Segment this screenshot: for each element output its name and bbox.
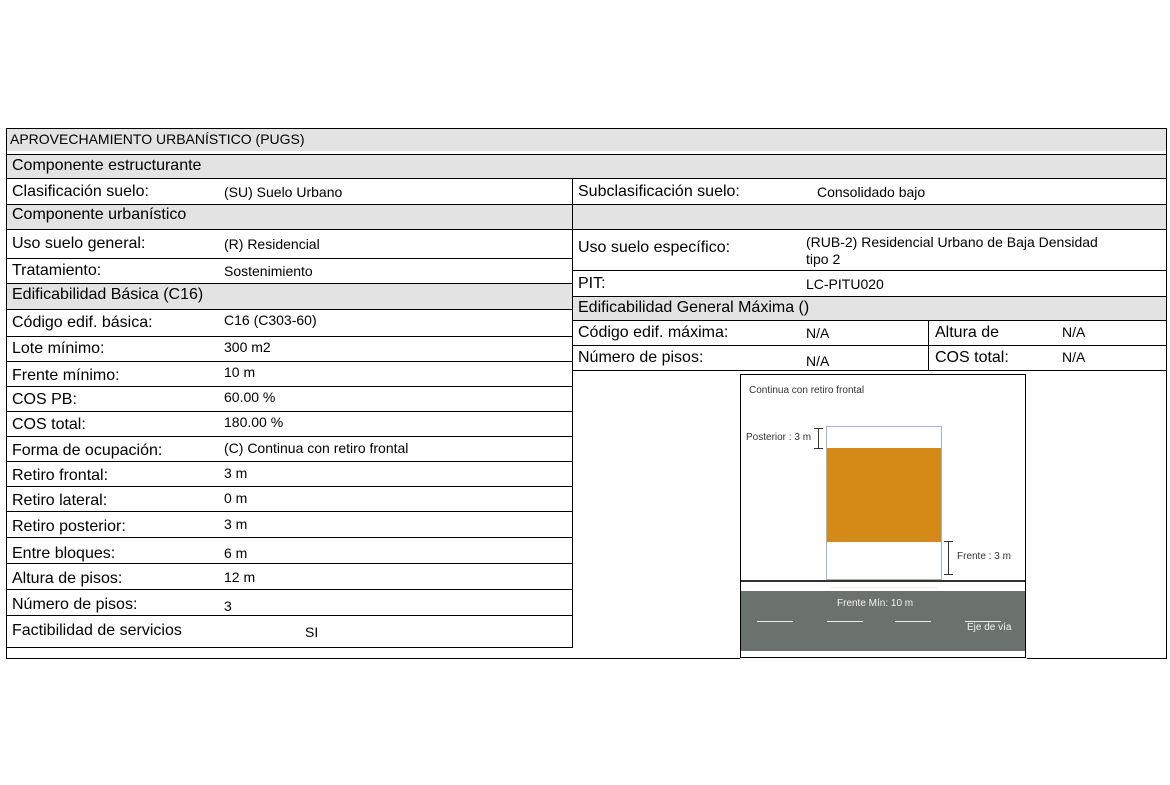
row-line — [6, 563, 572, 564]
row-line — [6, 204, 1167, 205]
row-line — [572, 345, 1167, 346]
row-line — [572, 370, 1167, 371]
lot-front-line — [741, 580, 1025, 582]
basica-row-label: COS total: — [12, 416, 86, 433]
frente-dimension-cap-icon — [944, 541, 953, 542]
cell-divider — [928, 320, 929, 370]
basica-row-label: COS PB: — [12, 391, 77, 408]
altura-value: N/A — [1062, 324, 1086, 340]
basica-row-value: C16 (C303-60) — [224, 312, 317, 328]
maxima-heading: Edificabilidad General Máxima () — [578, 299, 810, 316]
estructurante-heading: Componente estructurante — [12, 157, 202, 174]
road-dash-icon — [895, 621, 931, 622]
road-dash-icon — [757, 621, 793, 622]
clasificacion-label: Clasificación suelo: — [12, 183, 149, 200]
row-line — [572, 270, 1167, 271]
row-line — [6, 486, 572, 487]
road — [741, 591, 1025, 651]
basica-row-label: Retiro frontal: — [12, 467, 109, 484]
row-line — [6, 589, 572, 590]
basica-row-label: Retiro posterior: — [12, 518, 126, 535]
basica-row-value: 6 m — [224, 545, 248, 561]
posterior-dimension-cap-icon — [814, 448, 823, 449]
row-line — [6, 283, 572, 284]
basica-row-label: Entre bloques: — [12, 545, 116, 562]
pit-label: PIT: — [578, 275, 606, 292]
diagram-title: Continua con retiro frontal — [749, 385, 865, 396]
row-line — [6, 615, 572, 616]
basica-row-value: 60.00 % — [224, 389, 276, 405]
basica-row-label: Retiro lateral: — [12, 492, 108, 509]
basica-row-label: Código edif. básica: — [12, 314, 153, 331]
basica-row-value: 10 m — [224, 364, 256, 380]
cos-total-maxima-label: COS total: — [935, 349, 1009, 366]
row-line — [6, 229, 1167, 230]
uso-especifico-value-cont: tipo 2 — [806, 251, 841, 267]
eje-de-via-label: Eje de vía — [967, 622, 1012, 633]
row-line — [6, 336, 572, 337]
tratamiento-label: Tratamiento: — [12, 262, 102, 279]
row-line — [6, 537, 572, 538]
basica-row-value: 3 — [224, 598, 232, 614]
row-line — [6, 154, 1167, 155]
urbanistico-heading: Componente urbanístico — [12, 206, 187, 223]
table-bottom-border — [6, 658, 740, 659]
pit-value: LC-PITU020 — [806, 276, 884, 292]
table-bottom-border — [1027, 658, 1167, 659]
building-footprint — [827, 448, 941, 542]
pisos-maxima-value: N/A — [806, 353, 830, 369]
pisos-maxima-label: Número de pisos: — [578, 349, 704, 366]
occupation-diagram — [740, 374, 1026, 658]
row-line — [6, 411, 572, 412]
basica-row-value: (C) Continua con retiro frontal — [224, 440, 409, 456]
basica-row-value: 300 m2 — [224, 339, 271, 355]
basica-row-value: 12 m — [224, 569, 256, 585]
frente-dimension-icon — [948, 541, 949, 575]
factibilidad-value: SI — [305, 624, 319, 640]
uso-general-value: (R) Residencial — [224, 236, 320, 252]
clasificacion-value: (SU) Suelo Urbano — [224, 184, 343, 200]
basica-row-label: Forma de ocupación: — [12, 442, 163, 459]
row-line — [6, 436, 572, 437]
posterior-dimension-icon — [818, 428, 819, 449]
row-line — [6, 511, 572, 512]
basica-row-value: 0 m — [224, 490, 248, 506]
row-line — [572, 296, 1167, 297]
row-line — [6, 461, 572, 462]
basica-row-label: Número de pisos: — [12, 596, 138, 613]
row-line — [572, 320, 1167, 321]
page-title: APROVECHAMIENTO URBANÍSTICO (PUGS) — [10, 131, 305, 147]
row-line — [6, 647, 572, 648]
basica-row-label: Frente mínimo: — [12, 367, 120, 384]
row-line — [6, 361, 572, 362]
factibilidad-label: Factibilidad de servicios — [12, 622, 182, 639]
road-dash-icon — [827, 621, 863, 622]
altura-label: Altura de — [935, 324, 1000, 341]
column-divider — [572, 178, 573, 648]
row-line — [6, 386, 572, 387]
basica-row-label: Lote mínimo: — [12, 340, 105, 357]
posterior-dimension-cap-icon — [814, 428, 823, 429]
uso-especifico-label: Uso suelo específico: — [578, 239, 731, 256]
frente-dimension-cap-icon — [944, 574, 953, 575]
basica-row-value: 3 m — [224, 516, 248, 532]
cos-total-maxima-value: N/A — [1062, 349, 1086, 365]
frente-min-label: Frente Mín: 10 m — [837, 598, 914, 609]
basica-row-value: 3 m — [224, 465, 248, 481]
uso-especifico-value: (RUB-2) Residencial Urbano de Baja Densidad — [806, 234, 1098, 250]
table-top-border — [6, 128, 1167, 129]
subclasificacion-value: Consolidado bajo — [817, 184, 926, 200]
tratamiento-value: Sostenimiento — [224, 263, 313, 279]
posterior-label: Posterior : 3 m — [746, 432, 812, 443]
row-line — [6, 178, 1167, 179]
basica-row-label: Altura de pisos: — [12, 570, 123, 587]
codigo-maxima-label: Código edif. máxima: — [578, 324, 729, 341]
codigo-maxima-value: N/A — [806, 325, 830, 341]
frente-min-dimension-icon — [831, 587, 937, 588]
basica-row-value: 180.00 % — [224, 414, 284, 430]
subclasificacion-label: Subclasificación suelo: — [578, 183, 740, 200]
frente-label: Frente : 3 m — [957, 551, 1011, 562]
row-line — [6, 309, 572, 310]
table-left-border — [6, 128, 7, 658]
table-right-border — [1166, 128, 1167, 658]
row-line — [6, 258, 572, 259]
uso-general-label: Uso suelo general: — [12, 235, 146, 252]
basica-heading: Edificabilidad Básica (C16) — [12, 286, 204, 303]
